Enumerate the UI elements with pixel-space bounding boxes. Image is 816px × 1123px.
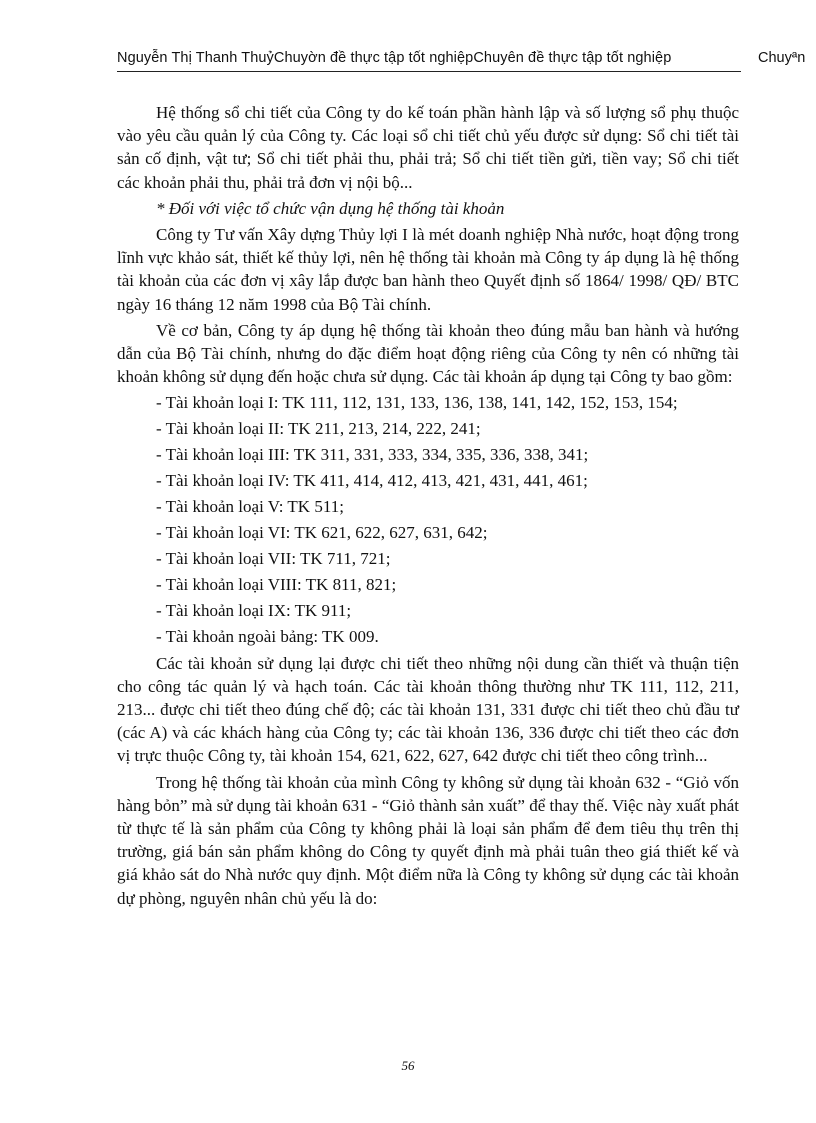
header-tail: Chuyªn <box>758 50 806 66</box>
subheading: * Đối với việc tổ chức vận dụng hệ thống tài khoản <box>156 198 505 218</box>
account-item: - Tài khoản loại I: TK 111, 112, 131, 133, 136, 138, 141, 142, 152, 153, 154; <box>156 393 678 413</box>
header-text: Nguyễn Thị Thanh ThuỷChuyờn đề thực tập tốt nghiệpChuyên đề thực tập tốt nghiệp <box>117 50 672 66</box>
paragraph-4: Các tài khoản sử dụng lại được chi tiết theo những nội dung cần thiết và thuận tiện cho công tác quản lý và hạch toán. Các tài khoản thông thường như TK 111, 112, 211, 213... được chi tiết theo đúng chế độ; các tài khoản 131, 331 được chi tiết theo chủ đầu tư (các A) và các khách hàng của Công ty; các tài khoản 136, 336 được chi tiết theo các đơn vị trực thuộc Công ty, tài khoản 154, 621, 622, 627, 642 được chi tiết theo công trình... <box>117 653 739 766</box>
account-item: - Tài khoản loại IV: TK 411, 414, 412, 413, 421, 431, 441, 461; <box>156 471 588 491</box>
paragraph-1: Hệ thống sổ chi tiết của Công ty do kế toán phần hành lập và số lượng sổ phụ thuộc vào yêu cầu quản lý của Công ty. Các loại sổ chi tiết chủ yếu được sử dụng: Sổ chi tiết tài sản cố định, vật tư; Sổ chi tiết phải thu, phải trả; Sổ chi tiết tiền gửi, tiền vay; Sổ chi tiết các khoản phải thu, phải trả đơn vị nội bộ... <box>117 103 739 192</box>
account-item: - Tài khoản loại VIII: TK 811, 821; <box>156 575 397 595</box>
page-body <box>117 101 739 913</box>
account-list <box>117 391 739 648</box>
paragraph-2: Công ty Tư vấn Xây dựng Thủy lợi I là mét doanh nghiệp Nhà nước, hoạt động trong lĩnh vực khảo sát, thiết kế thủy lợi, nên hệ thống tài khoản mà Công ty áp dụng là hệ thống tài khoản của các đơn vị xây lắp được ban hành theo Quyết định số 1864/ 1998/ QĐ/ BTC ngày 16 tháng 12 năm 1998 của Bộ Tài chính. <box>117 225 739 314</box>
account-item: - Tài khoản loại III: TK 311, 331, 333, 334, 335, 336, 338, 341; <box>156 445 589 465</box>
running-header <box>117 48 816 74</box>
paragraph-3: Về cơ bản, Công ty áp dụng hệ thống tài khoản theo đúng mẫu ban hành và hướng dẫn của Bộ Tài chính, nhưng do đặc điểm hoạt động riêng của Công ty nên có những tài khoản không sử dụng đến hoặc chưa sử dụng. Các tài khoản áp dụng tại Công ty bao gồm: <box>117 320 739 387</box>
account-item: - Tài khoản loại VII: TK 711, 721; <box>156 549 391 569</box>
account-item: - Tài khoản loại V: TK 511; <box>156 497 344 517</box>
account-item: - Tài khoản loại VI: TK 621, 622, 627, 631, 642; <box>156 523 488 543</box>
account-item: - Tài khoản loại IX: TK 911; <box>156 601 352 621</box>
page-number: 56 <box>401 1058 415 1073</box>
account-item: - Tài khoản loại II: TK 211, 213, 214, 222, 241; <box>156 419 481 439</box>
header-rule <box>117 71 741 72</box>
account-item: - Tài khoản ngoài bảng: TK 009. <box>156 627 379 647</box>
paragraph-5: Trong hệ thống tài khoản của mình Công ty không sử dụng tài khoản 632 - “Giỏ vốn hàng bỏn” mà sử dụng tài khoản 631 - “Giỏ thành sản xuất” để thay thế. Việc này xuất phát từ thực tế là sản phẩm của Công ty không phải là loại sản phẩm để đem tiêu thụ trên thị trường, giá bán sản phẩm không do Công ty quyết định mà phải tuân theo giá thiết kế và giá khảo sát do Nhà nước quy định. Một điểm nữa là Công ty không sử dụng các tài khoản dự phòng, nguyên nhân chủ yếu là do: <box>117 772 739 908</box>
